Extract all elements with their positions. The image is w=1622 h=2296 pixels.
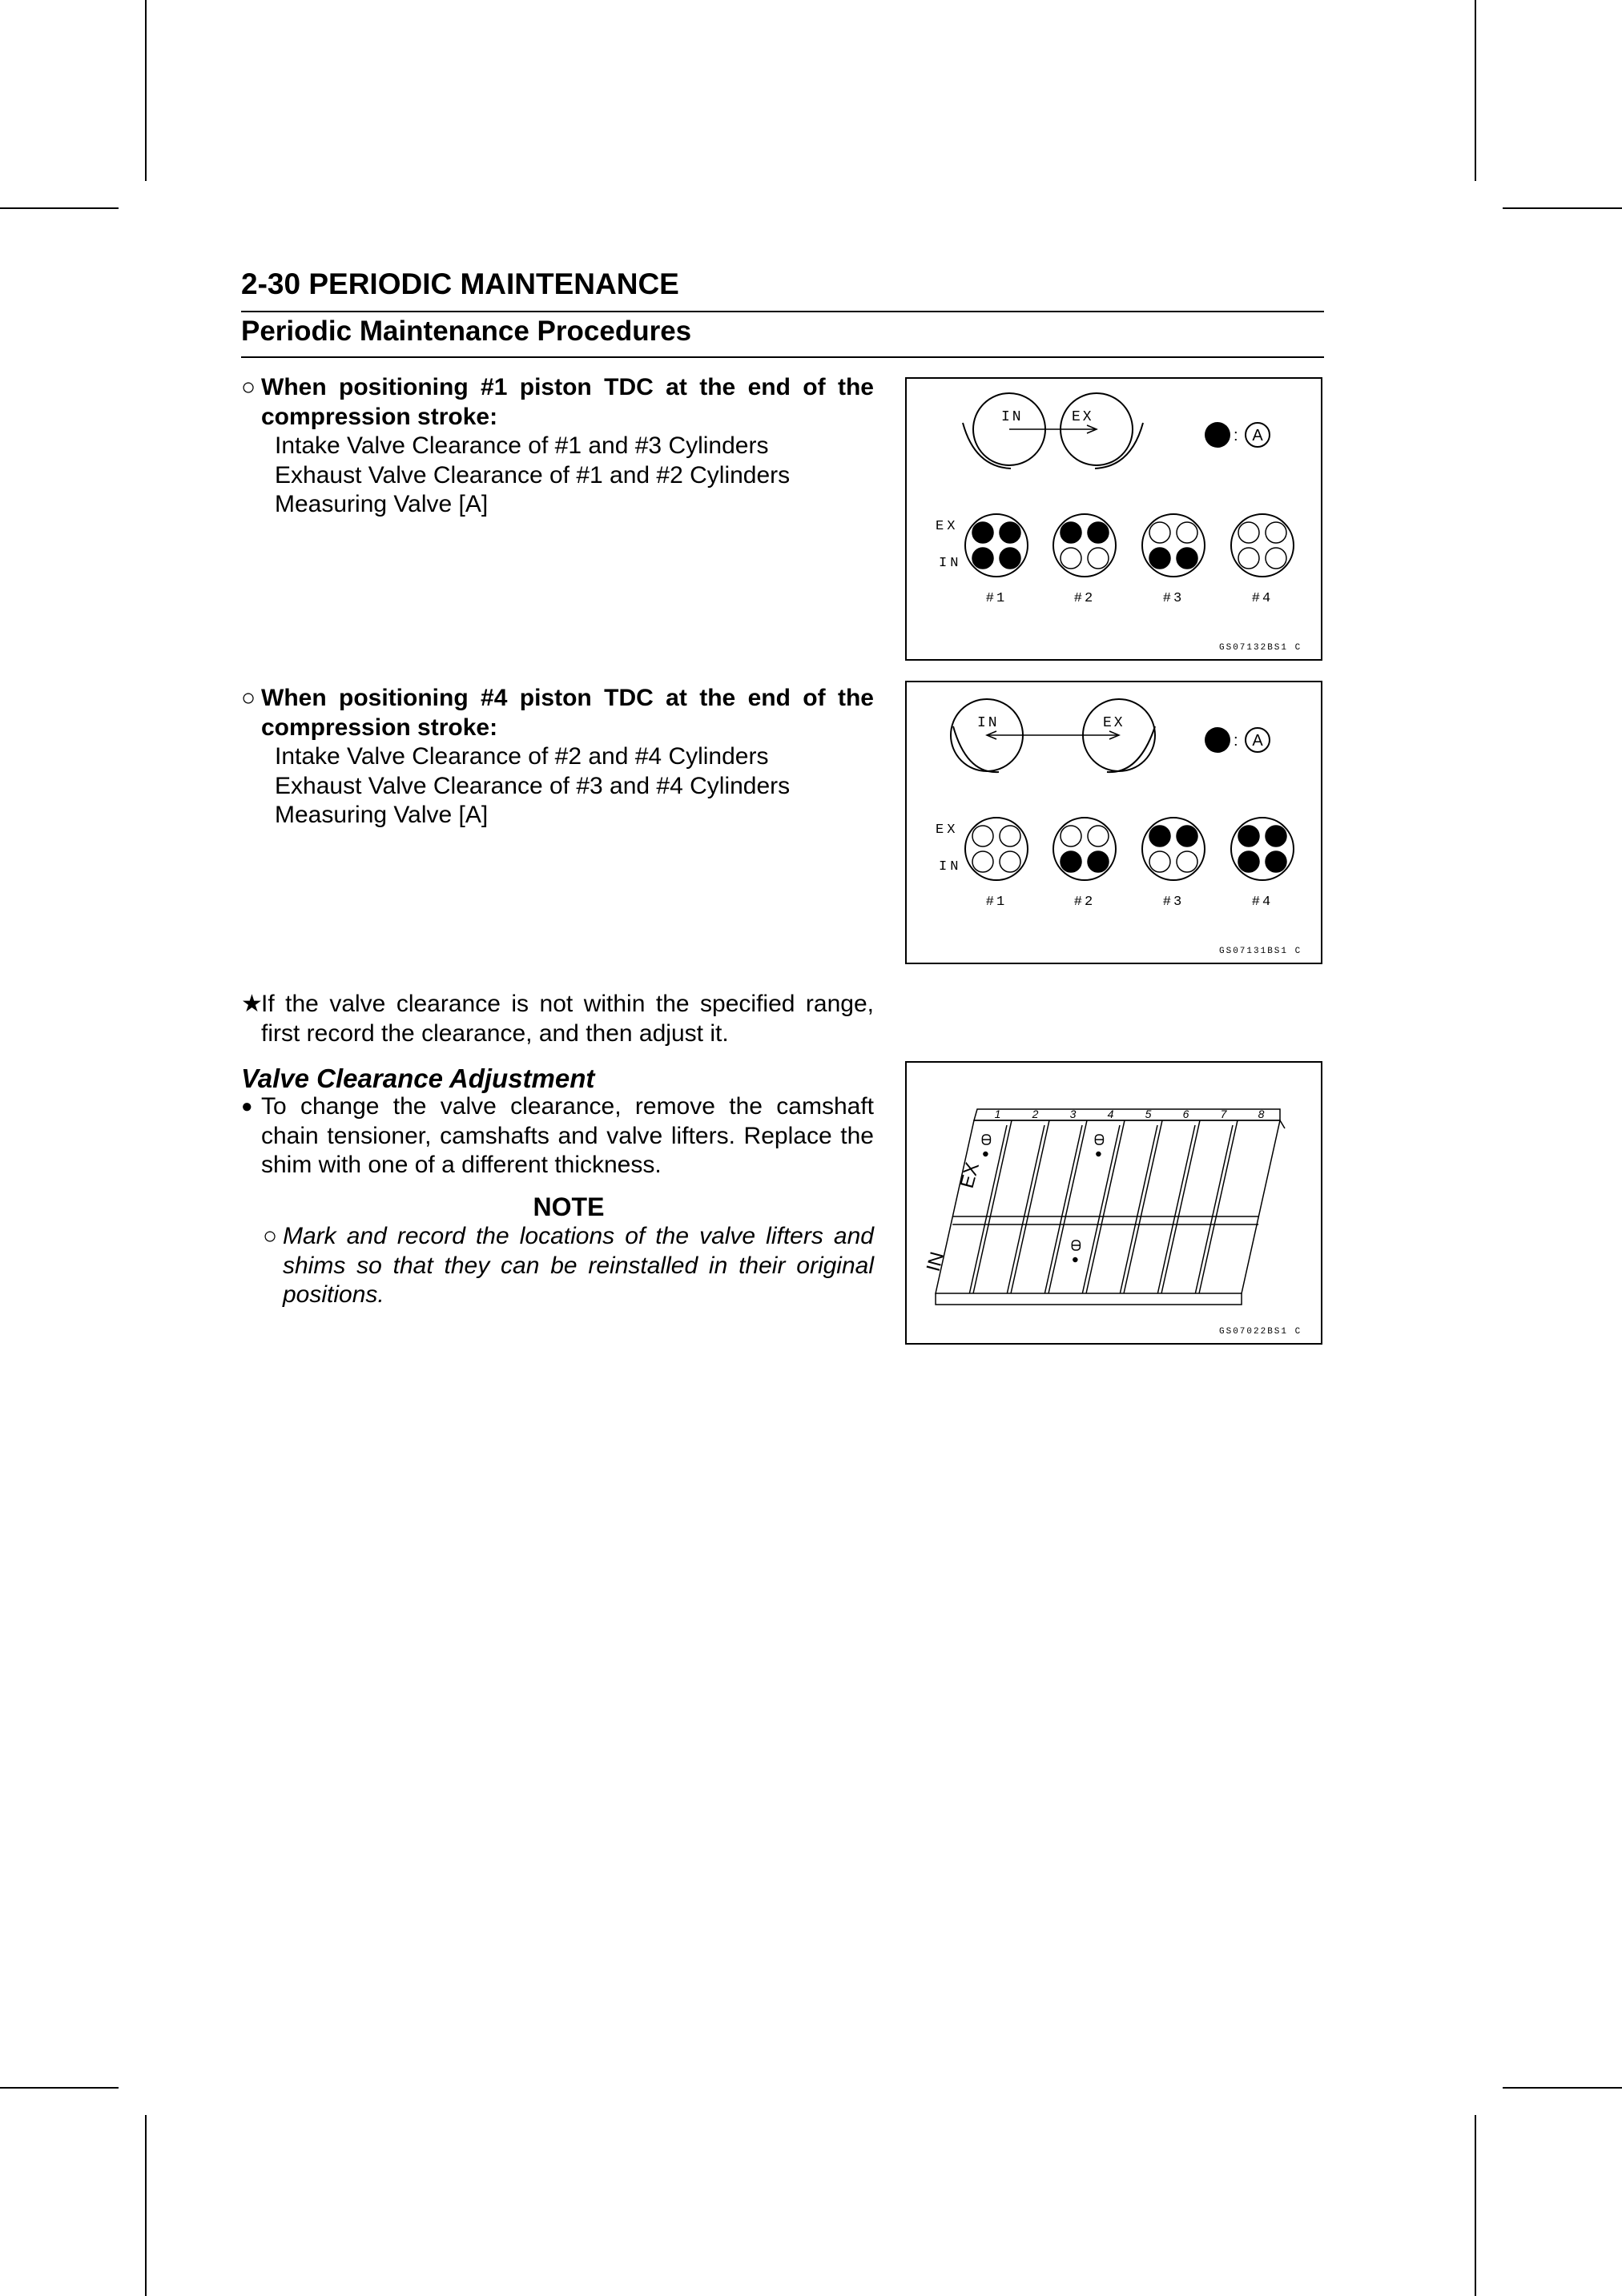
lifter-tray-diagram <box>907 1063 1321 1343</box>
slot-separator <box>1011 1120 1049 1293</box>
cylinder-outline <box>1142 818 1205 880</box>
tdc1-heading-line2: compression stroke: <box>261 403 498 430</box>
figure-code: GS07022BS1 C <box>1219 1327 1302 1337</box>
in-valve <box>1088 851 1109 872</box>
slot-separator <box>1195 1125 1233 1293</box>
adjustment-title: Valve Clearance Adjustment <box>241 1064 595 1093</box>
crop-mark <box>0 207 119 209</box>
cylinder-number-label: #1 <box>985 895 1008 910</box>
slot-number: 3 <box>1069 1108 1077 1120</box>
tray-number-strip <box>974 1109 1280 1120</box>
tdc4-heading-line1: When positioning #4 piston TDC at the end of the <box>261 685 874 711</box>
crop-mark <box>1475 2115 1476 2296</box>
tdc1-heading-line1: When positioning #1 piston TDC at the end of the <box>261 374 874 400</box>
in-valve <box>1149 548 1170 569</box>
figure-tdc1 <box>905 377 1322 661</box>
shim-icon <box>984 1152 988 1156</box>
slot-separator <box>1124 1120 1162 1293</box>
ex-label: EX <box>1103 715 1125 731</box>
cylinder-number-label: #3 <box>1162 895 1185 910</box>
legend-ref: A <box>1252 732 1263 750</box>
crop-mark <box>1475 0 1476 181</box>
in-valve <box>1238 548 1259 569</box>
cylinder-outline <box>1231 514 1294 577</box>
tray-base <box>936 1293 1242 1305</box>
in-valve <box>972 851 993 872</box>
ex-valve <box>1177 522 1197 543</box>
in-valve <box>1149 851 1170 872</box>
star-note <box>241 990 874 1048</box>
note-block <box>263 1222 874 1310</box>
circle-bullet: ○ <box>241 374 256 400</box>
slot-number: 6 <box>1182 1108 1189 1120</box>
tdc1-block <box>241 373 874 520</box>
ex-valve <box>1266 522 1286 543</box>
cylinder-outline <box>965 514 1028 577</box>
slot-separator <box>1007 1125 1044 1293</box>
tdc1-intake-line: Intake Valve Clearance of #1 and #3 Cylinders <box>275 432 769 459</box>
ex-valve <box>1149 522 1170 543</box>
slot-separator <box>1044 1125 1082 1293</box>
valve-diagram-tdc1 <box>907 379 1321 659</box>
cylinder-outline <box>1053 818 1116 880</box>
tdc4-exhaust-line: Exhaust Valve Clearance of #3 and #4 Cylinders <box>275 772 791 799</box>
tray-row-ex-label: EX <box>956 1160 984 1191</box>
circle-bullet: ○ <box>263 1223 278 1249</box>
slot-separator <box>1199 1120 1238 1293</box>
cylinder-outline <box>1142 514 1205 577</box>
in-valve <box>1238 851 1259 872</box>
in-valve <box>1000 851 1020 872</box>
cylinder-number-label: #3 <box>1162 591 1185 606</box>
crop-mark <box>0 2087 119 2089</box>
figure-code: GS07131BS1 C <box>1219 947 1302 956</box>
crop-mark <box>1503 2087 1622 2089</box>
ex-valve <box>1238 826 1259 846</box>
figure-tdc4 <box>905 681 1322 964</box>
cylinder-number-label: #4 <box>1251 895 1274 910</box>
tdc1-measuring-line: Measuring Valve [A] <box>275 491 489 517</box>
slot-separator <box>1157 1125 1195 1293</box>
slot-separator <box>973 1120 1012 1293</box>
legend-colon: : <box>1234 427 1238 444</box>
slot-separator <box>1120 1125 1157 1293</box>
in-label: IN <box>977 715 1000 731</box>
dot-bullet: ● <box>241 1096 253 1117</box>
circle-bullet: ○ <box>241 685 256 711</box>
tdc4-heading-line2: compression stroke: <box>261 714 498 741</box>
slot-separator <box>1082 1125 1120 1293</box>
cylinder-outline <box>965 818 1028 880</box>
valve-diagram-tdc4 <box>907 682 1321 963</box>
tdc4-block <box>241 684 874 830</box>
row-in-label: IN <box>939 556 962 571</box>
slot-number: 8 <box>1258 1108 1265 1120</box>
tdc4-measuring-line: Measuring Valve [A] <box>275 802 489 828</box>
ex-valve <box>1149 826 1170 846</box>
ex-valve <box>1000 826 1020 846</box>
ex-valve <box>1238 522 1259 543</box>
ex-valve <box>1061 826 1081 846</box>
cylinder-outline <box>1053 514 1116 577</box>
slot-separator <box>1048 1120 1087 1293</box>
in-valve <box>1061 851 1081 872</box>
section-rule <box>241 356 1324 358</box>
in-valve <box>1177 851 1197 872</box>
in-valve <box>1088 548 1109 569</box>
shim-icon <box>1097 1152 1101 1156</box>
slot-number: 5 <box>1145 1108 1152 1120</box>
in-valve <box>1266 548 1286 569</box>
cylinder-outline <box>1231 818 1294 880</box>
in-valve <box>1177 548 1197 569</box>
ex-valve <box>972 522 993 543</box>
legend-colon: : <box>1234 732 1238 750</box>
ex-valve <box>1266 826 1286 846</box>
ex-valve <box>1061 522 1081 543</box>
ex-valve <box>972 826 993 846</box>
ex-valve <box>1000 522 1020 543</box>
slot-number: 4 <box>1107 1108 1114 1120</box>
in-label: IN <box>1001 409 1024 425</box>
slot-number: 1 <box>994 1108 1001 1120</box>
slot-separator <box>1086 1120 1125 1293</box>
ex-valve <box>1177 826 1197 846</box>
filled-valve-legend-icon <box>1205 422 1230 448</box>
in-valve <box>1266 851 1286 872</box>
ex-valve <box>1088 826 1109 846</box>
in-valve <box>1000 548 1020 569</box>
note-text: Mark and record the locations of the valve lifters and shims so that they can be reinstalled in their original positions. <box>283 1223 874 1308</box>
slot-separator <box>1161 1120 1200 1293</box>
slot-number: 2 <box>1032 1108 1039 1120</box>
figure-lifter-tray <box>905 1061 1322 1345</box>
crop-mark <box>1503 207 1622 209</box>
row-ex-label: EX <box>936 822 959 838</box>
slot-number: 7 <box>1220 1108 1227 1120</box>
adjustment-text: To change the valve clearance, remove the camshaft chain tensioner, camshafts and valve lifters. Replace the shim with one of a different thickness. <box>261 1093 874 1178</box>
adjustment-block <box>241 1092 874 1180</box>
ex-valve <box>1088 522 1109 543</box>
legend-ref: A <box>1252 427 1263 444</box>
cylinder-number-label: #4 <box>1251 591 1274 606</box>
page-title: 2-30 PERIODIC MAINTENANCE <box>241 267 679 300</box>
shim-icon <box>1073 1258 1077 1262</box>
star-note-text: If the valve clearance is not within the specified range, first record the clearance, and then adjust it. <box>261 991 874 1047</box>
figure-code: GS07132BS1 C <box>1219 643 1302 653</box>
tdc1-exhaust-line: Exhaust Valve Clearance of #1 and #2 Cylinders <box>275 461 791 489</box>
tdc4-intake-line: Intake Valve Clearance of #2 and #4 Cylinders <box>275 743 769 770</box>
cylinder-number-label: #1 <box>985 591 1008 606</box>
section-title: Periodic Maintenance Procedures <box>241 316 692 347</box>
slot-separator <box>969 1125 1007 1293</box>
filled-valve-legend-icon <box>1205 727 1230 753</box>
in-valve <box>1061 548 1081 569</box>
ex-label: EX <box>1072 409 1094 425</box>
crop-mark <box>145 2115 147 2296</box>
tray-row-in-label: IN <box>922 1249 949 1274</box>
title-rule <box>241 311 1324 312</box>
row-in-label: IN <box>939 859 962 875</box>
in-valve <box>972 548 993 569</box>
row-ex-label: EX <box>936 519 959 534</box>
cylinder-number-label: #2 <box>1073 895 1096 910</box>
crop-mark <box>145 0 147 181</box>
star-bullet: ★ <box>241 991 263 1017</box>
cylinder-number-label: #2 <box>1073 591 1096 606</box>
tray-edge <box>1280 1120 1285 1128</box>
note-label: NOTE <box>533 1192 605 1221</box>
